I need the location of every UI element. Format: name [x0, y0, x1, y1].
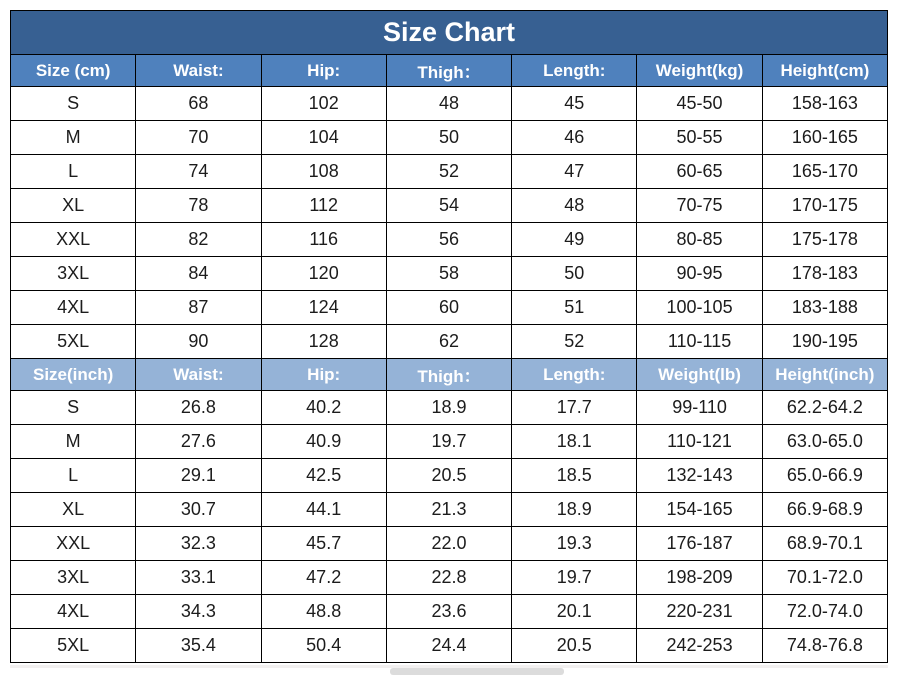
value-cell: 99-110 — [637, 391, 762, 425]
value-cell: 54 — [386, 189, 511, 223]
size-label-cell: M — [11, 121, 136, 155]
value-cell: 128 — [261, 325, 386, 359]
table-row — [11, 391, 888, 425]
size-label-cell: M — [11, 425, 136, 459]
size-label-cell: 5XL — [11, 325, 136, 359]
value-cell: 50.4 — [261, 629, 386, 663]
column-header: Length: — [512, 359, 637, 391]
value-cell: 40.9 — [261, 425, 386, 459]
size-label-cell: 5XL — [11, 629, 136, 663]
value-cell: 47 — [512, 155, 637, 189]
column-header: Waist: — [136, 359, 261, 391]
column-header: Length: — [512, 55, 637, 87]
size-label-cell: XXL — [11, 527, 136, 561]
table-row — [11, 561, 888, 595]
value-cell: 22.8 — [386, 561, 511, 595]
value-cell: 108 — [261, 155, 386, 189]
value-cell: 175-178 — [762, 223, 887, 257]
value-cell: 58 — [386, 257, 511, 291]
value-cell: 47.2 — [261, 561, 386, 595]
value-cell: 124 — [261, 291, 386, 325]
value-cell: 56 — [386, 223, 511, 257]
value-cell: 49 — [512, 223, 637, 257]
value-cell: 70 — [136, 121, 261, 155]
value-cell: 40.2 — [261, 391, 386, 425]
value-cell: 42.5 — [261, 459, 386, 493]
value-cell: 102 — [261, 87, 386, 121]
value-cell: 68 — [136, 87, 261, 121]
table-row — [11, 223, 888, 257]
value-cell: 22.0 — [386, 527, 511, 561]
value-cell: 66.9-68.9 — [762, 493, 887, 527]
value-cell: 74 — [136, 155, 261, 189]
value-cell: 20.5 — [512, 629, 637, 663]
value-cell: 116 — [261, 223, 386, 257]
value-cell: 33.1 — [136, 561, 261, 595]
value-cell: 87 — [136, 291, 261, 325]
column-header: Weight(kg) — [637, 55, 762, 87]
column-header: Waist: — [136, 55, 261, 87]
value-cell: 24.4 — [386, 629, 511, 663]
value-cell: 45-50 — [637, 87, 762, 121]
value-cell: 20.5 — [386, 459, 511, 493]
value-cell: 52 — [386, 155, 511, 189]
size-label-cell: L — [11, 155, 136, 189]
value-cell: 84 — [136, 257, 261, 291]
value-cell: 26.8 — [136, 391, 261, 425]
size-chart-table — [10, 10, 888, 663]
value-cell: 90 — [136, 325, 261, 359]
value-cell: 90-95 — [637, 257, 762, 291]
value-cell: 62 — [386, 325, 511, 359]
value-cell: 176-187 — [637, 527, 762, 561]
size-label-cell: XL — [11, 493, 136, 527]
value-cell: 112 — [261, 189, 386, 223]
value-cell: 50 — [512, 257, 637, 291]
value-cell: 48.8 — [261, 595, 386, 629]
size-label-cell: S — [11, 391, 136, 425]
column-header: Weight(lb) — [637, 359, 762, 391]
title-row — [11, 11, 888, 55]
value-cell: 17.7 — [512, 391, 637, 425]
value-cell: 45.7 — [261, 527, 386, 561]
value-cell: 158-163 — [762, 87, 887, 121]
column-header: Thigh： — [386, 359, 511, 391]
value-cell: 46 — [512, 121, 637, 155]
table-row — [11, 595, 888, 629]
table-row — [11, 493, 888, 527]
value-cell: 35.4 — [136, 629, 261, 663]
size-label-cell: XXL — [11, 223, 136, 257]
value-cell: 19.7 — [512, 561, 637, 595]
value-cell: 19.7 — [386, 425, 511, 459]
column-header: Size (cm) — [11, 55, 136, 87]
value-cell: 60 — [386, 291, 511, 325]
value-cell: 72.0-74.0 — [762, 595, 887, 629]
column-header: Height(cm) — [762, 55, 887, 87]
size-label-cell: L — [11, 459, 136, 493]
value-cell: 18.5 — [512, 459, 637, 493]
value-cell: 32.3 — [136, 527, 261, 561]
value-cell: 27.6 — [136, 425, 261, 459]
value-cell: 110-115 — [637, 325, 762, 359]
table-row — [11, 155, 888, 189]
value-cell: 154-165 — [637, 493, 762, 527]
value-cell: 19.3 — [512, 527, 637, 561]
value-cell: 18.9 — [512, 493, 637, 527]
value-cell: 80-85 — [637, 223, 762, 257]
value-cell: 242-253 — [637, 629, 762, 663]
value-cell: 82 — [136, 223, 261, 257]
value-cell: 48 — [512, 189, 637, 223]
cm-table-section — [11, 55, 888, 359]
value-cell: 120 — [261, 257, 386, 291]
size-label-cell: 3XL — [11, 257, 136, 291]
size-label-cell: 3XL — [11, 561, 136, 595]
value-cell: 18.9 — [386, 391, 511, 425]
value-cell: 50 — [386, 121, 511, 155]
table-row — [11, 527, 888, 561]
value-cell: 44.1 — [261, 493, 386, 527]
table-row — [11, 459, 888, 493]
value-cell: 62.2-64.2 — [762, 391, 887, 425]
value-cell: 170-175 — [762, 189, 887, 223]
value-cell: 110-121 — [637, 425, 762, 459]
inch-header-row — [11, 359, 888, 391]
value-cell: 68.9-70.1 — [762, 527, 887, 561]
size-label-cell: 4XL — [11, 291, 136, 325]
value-cell: 74.8-76.8 — [762, 629, 887, 663]
table-row — [11, 291, 888, 325]
table-row — [11, 121, 888, 155]
value-cell: 220-231 — [637, 595, 762, 629]
value-cell: 190-195 — [762, 325, 887, 359]
table-row — [11, 425, 888, 459]
bottom-bar — [390, 668, 564, 675]
column-header: Hip: — [261, 359, 386, 391]
value-cell: 70.1-72.0 — [762, 561, 887, 595]
column-header: Size(inch) — [11, 359, 136, 391]
value-cell: 30.7 — [136, 493, 261, 527]
value-cell: 178-183 — [762, 257, 887, 291]
value-cell: 165-170 — [762, 155, 887, 189]
table-row — [11, 87, 888, 121]
value-cell: 183-188 — [762, 291, 887, 325]
value-cell: 23.6 — [386, 595, 511, 629]
inch-table-section — [11, 359, 888, 663]
value-cell: 18.1 — [512, 425, 637, 459]
value-cell: 50-55 — [637, 121, 762, 155]
table-row — [11, 629, 888, 663]
value-cell: 198-209 — [637, 561, 762, 595]
table-row — [11, 189, 888, 223]
value-cell: 65.0-66.9 — [762, 459, 887, 493]
table-row — [11, 257, 888, 291]
column-header: Thigh： — [386, 55, 511, 87]
title-section — [11, 11, 888, 55]
size-label-cell: XL — [11, 189, 136, 223]
value-cell: 132-143 — [637, 459, 762, 493]
value-cell: 70-75 — [637, 189, 762, 223]
size-label-cell: S — [11, 87, 136, 121]
value-cell: 29.1 — [136, 459, 261, 493]
value-cell: 20.1 — [512, 595, 637, 629]
cm-header-row — [11, 55, 888, 87]
value-cell: 34.3 — [136, 595, 261, 629]
page-title: Size Chart — [11, 11, 888, 55]
column-header: Hip: — [261, 55, 386, 87]
value-cell: 21.3 — [386, 493, 511, 527]
value-cell: 51 — [512, 291, 637, 325]
value-cell: 160-165 — [762, 121, 887, 155]
value-cell: 78 — [136, 189, 261, 223]
column-header: Height(inch) — [762, 359, 887, 391]
table-row — [11, 325, 888, 359]
value-cell: 45 — [512, 87, 637, 121]
value-cell: 63.0-65.0 — [762, 425, 887, 459]
value-cell: 104 — [261, 121, 386, 155]
value-cell: 48 — [386, 87, 511, 121]
value-cell: 52 — [512, 325, 637, 359]
value-cell: 60-65 — [637, 155, 762, 189]
size-label-cell: 4XL — [11, 595, 136, 629]
value-cell: 100-105 — [637, 291, 762, 325]
